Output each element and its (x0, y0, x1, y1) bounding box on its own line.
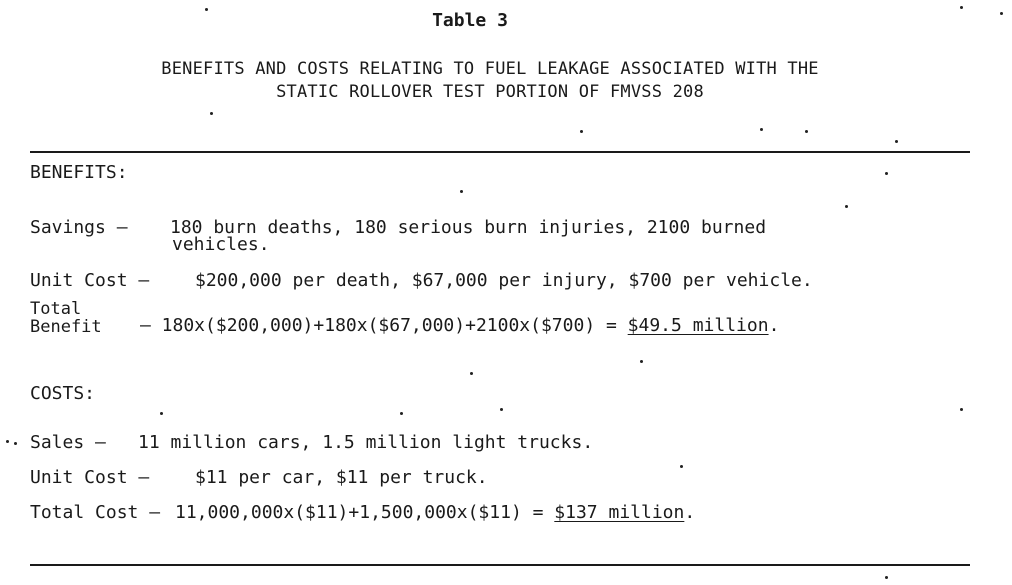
scan-speck (160, 412, 163, 415)
table-title-line-2: STATIC ROLLOVER TEST PORTION OF FMVSS 208 (276, 82, 704, 102)
table-title-line-1: BENEFITS AND COSTS RELATING TO FUEL LEAKAGE ASSOCIATED WITH THE (161, 59, 819, 79)
scan-speck (960, 6, 963, 9)
scan-speck (14, 442, 17, 445)
total-benefit-label-line-2: Benefit (30, 317, 102, 337)
benefit-unit-cost-text: $200,000 per death, $67,000 per injury, $700 per vehicle. (195, 270, 813, 291)
total-cost-result: $137 million (554, 502, 685, 523)
scan-speck (400, 412, 403, 415)
scan-speck (760, 128, 763, 131)
total-benefit-suffix: . (768, 315, 780, 336)
scan-speck (500, 408, 503, 411)
scan-speck (640, 360, 643, 363)
scan-speck (885, 576, 888, 579)
benefit-unit-cost-label: Unit Cost – (30, 270, 150, 291)
total-benefit-formula: – 180x($200,000)+180x($67,000)+2100x($700) = (140, 315, 628, 336)
total-cost-label: Total Cost – (30, 502, 161, 523)
savings-label: Savings – (30, 217, 128, 238)
total-benefit-label-line-1: Total (30, 299, 82, 319)
costs-heading: COSTS: (30, 383, 96, 404)
scan-speck (895, 140, 898, 143)
scan-speck (805, 130, 808, 133)
scan-speck (885, 172, 888, 175)
scan-speck (580, 130, 583, 133)
benefits-heading: BENEFITS: (30, 162, 128, 183)
total-cost-formula: 11,000,000x($11)+1,500,000x($11) = (175, 502, 555, 523)
cost-unit-cost-label: Unit Cost – (30, 467, 150, 488)
table-label: Table 3 (432, 10, 508, 31)
scan-speck (680, 465, 683, 468)
sales-text: 11 million cars, 1.5 million light trucks. (138, 432, 594, 453)
scan-speck (960, 408, 963, 411)
sales-label: Sales – (30, 432, 106, 453)
bottom-rule (30, 564, 970, 566)
scan-speck (1000, 12, 1003, 15)
savings-text-continued: vehicles. (172, 234, 270, 255)
total-benefit-formula-line (140, 315, 779, 336)
scan-speck (210, 112, 213, 115)
total-cost-formula-line (175, 502, 695, 523)
scan-speck (470, 372, 473, 375)
total-cost-suffix: . (684, 502, 696, 523)
scan-speck (205, 8, 208, 11)
scan-speck (460, 190, 463, 193)
scan-speck (6, 440, 9, 443)
savings-text: 180 burn deaths, 180 serious burn injuries, 2100 burned (170, 217, 767, 238)
top-rule (30, 151, 970, 153)
scan-speck (845, 205, 848, 208)
cost-unit-cost-text: $11 per car, $11 per truck. (195, 467, 488, 488)
total-benefit-result: $49.5 million (627, 315, 769, 336)
